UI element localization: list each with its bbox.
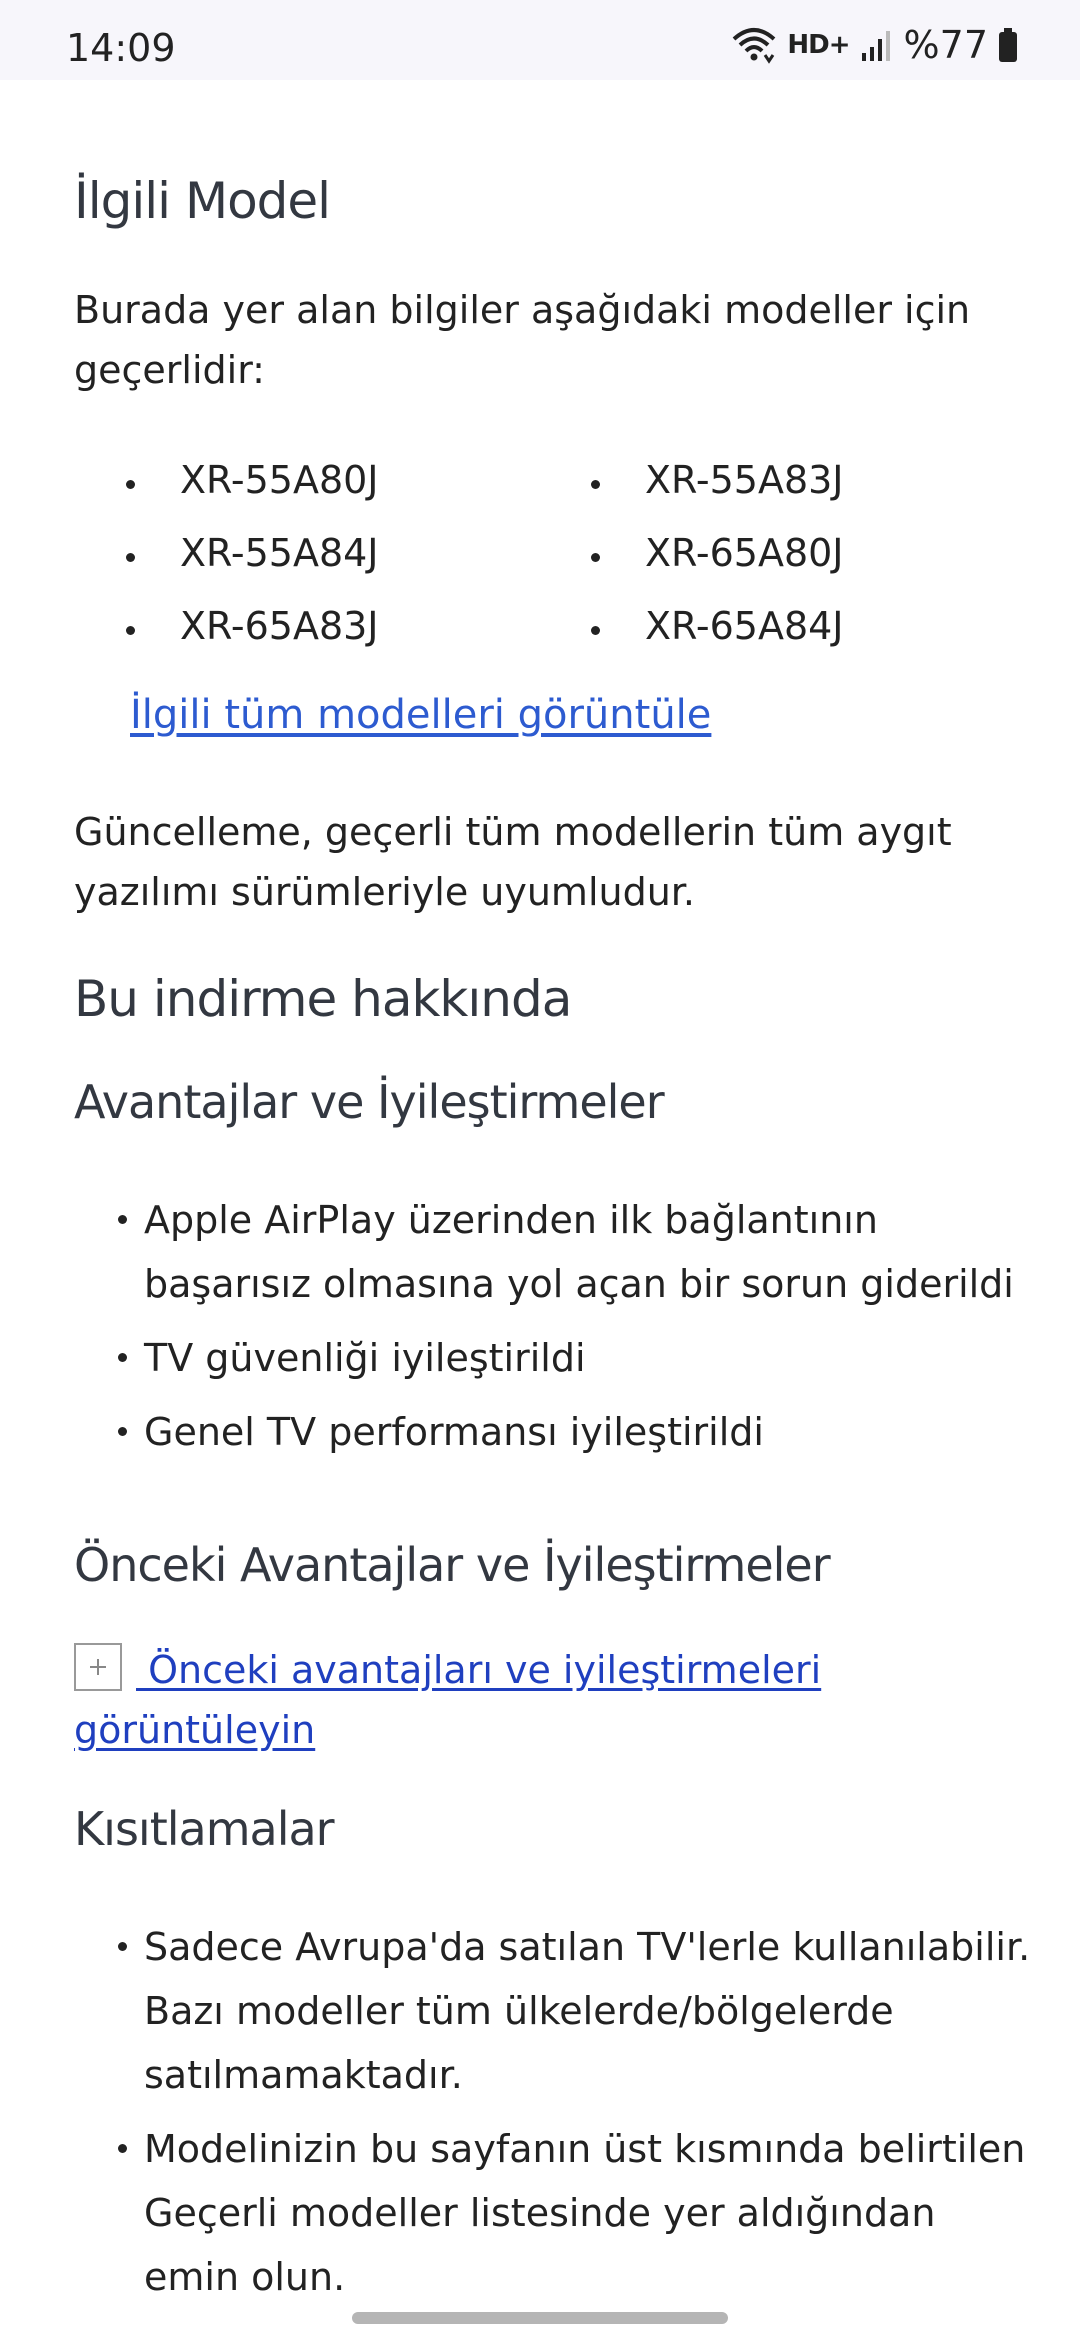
bullet-dot [591,553,600,562]
battery-percent: %77 [903,23,988,67]
related-model-heading: İlgili Model [74,172,331,230]
related-model-intro: Burada yer alan bilgiler aşağıdaki modeller için geçerlidir: [74,288,971,392]
previous-benefits-link[interactable]: Önceki avantajları ve iyileştirmeleri görüntüleyin [74,1648,822,1752]
bullet-dot [591,626,600,635]
list-item: Genel TV performansı iyileştirildi [74,1400,1034,1464]
hd-plus-badge: HD+ [787,30,850,60]
bullet-dot [126,480,135,489]
benefits-list [74,1188,1034,1464]
view-all-models-link[interactable]: İlgili tüm modelleri görüntüle [130,692,712,738]
list-item: TV güvenliği iyileştirildi [74,1326,1034,1390]
status-time: 14:09 [66,26,176,70]
compatibility-note: Güncelleme, geçerli tüm modellerin tüm aygıt yazılımı sürümleriyle uyumludur. [74,810,952,914]
model-list [130,458,1030,677]
bullet-dot [591,480,600,489]
restrictions-heading: Kısıtlamalar [74,1802,334,1856]
bullet-dot [118,1215,127,1224]
status-bar [0,0,1080,80]
bullet-dot [118,1353,127,1362]
signal-icon [860,29,894,61]
bullet-dot [118,1427,127,1436]
home-indicator[interactable] [352,2312,728,2324]
battery-icon [998,28,1018,62]
bullet-dot [126,626,135,635]
list-item: Apple AirPlay üzerinden ilk bağlantının başarısız olmasına yol açan bir sorun giderildi [74,1188,1034,1316]
plus-icon[interactable] [74,1643,122,1691]
model-row: XR-55A80J XR-55A83J [130,458,1030,531]
model-row: XR-55A84J XR-65A80J [130,531,1030,604]
bullet-dot [118,1942,127,1951]
status-icons [731,22,1018,68]
bullet-dot [118,2144,127,2153]
list-item: Sadece Avrupa'da satılan TV'lerle kullanılabilir. Bazı modeller tüm ülkelerde/bölgelerde satılmamaktadır. [74,1915,1034,2107]
bullet-dot [126,553,135,562]
restrictions-list [74,1915,1034,2309]
model-row: XR-65A83J XR-65A84J [130,604,1030,677]
list-item: Modelinizin bu sayfanın üst kısmında belirtilen Geçerli modeller listesinde yer aldığından emin olun. [74,2117,1034,2309]
about-download-heading: Bu indirme hakkında [74,970,572,1028]
previous-benefits-heading: Önceki Avantajlar ve İyileştirmeler [74,1538,830,1592]
wifi-icon [731,25,777,65]
benefits-heading: Avantajlar ve İyileştirmeler [74,1075,664,1129]
previous-benefits-expander[interactable] [74,1640,1034,1760]
